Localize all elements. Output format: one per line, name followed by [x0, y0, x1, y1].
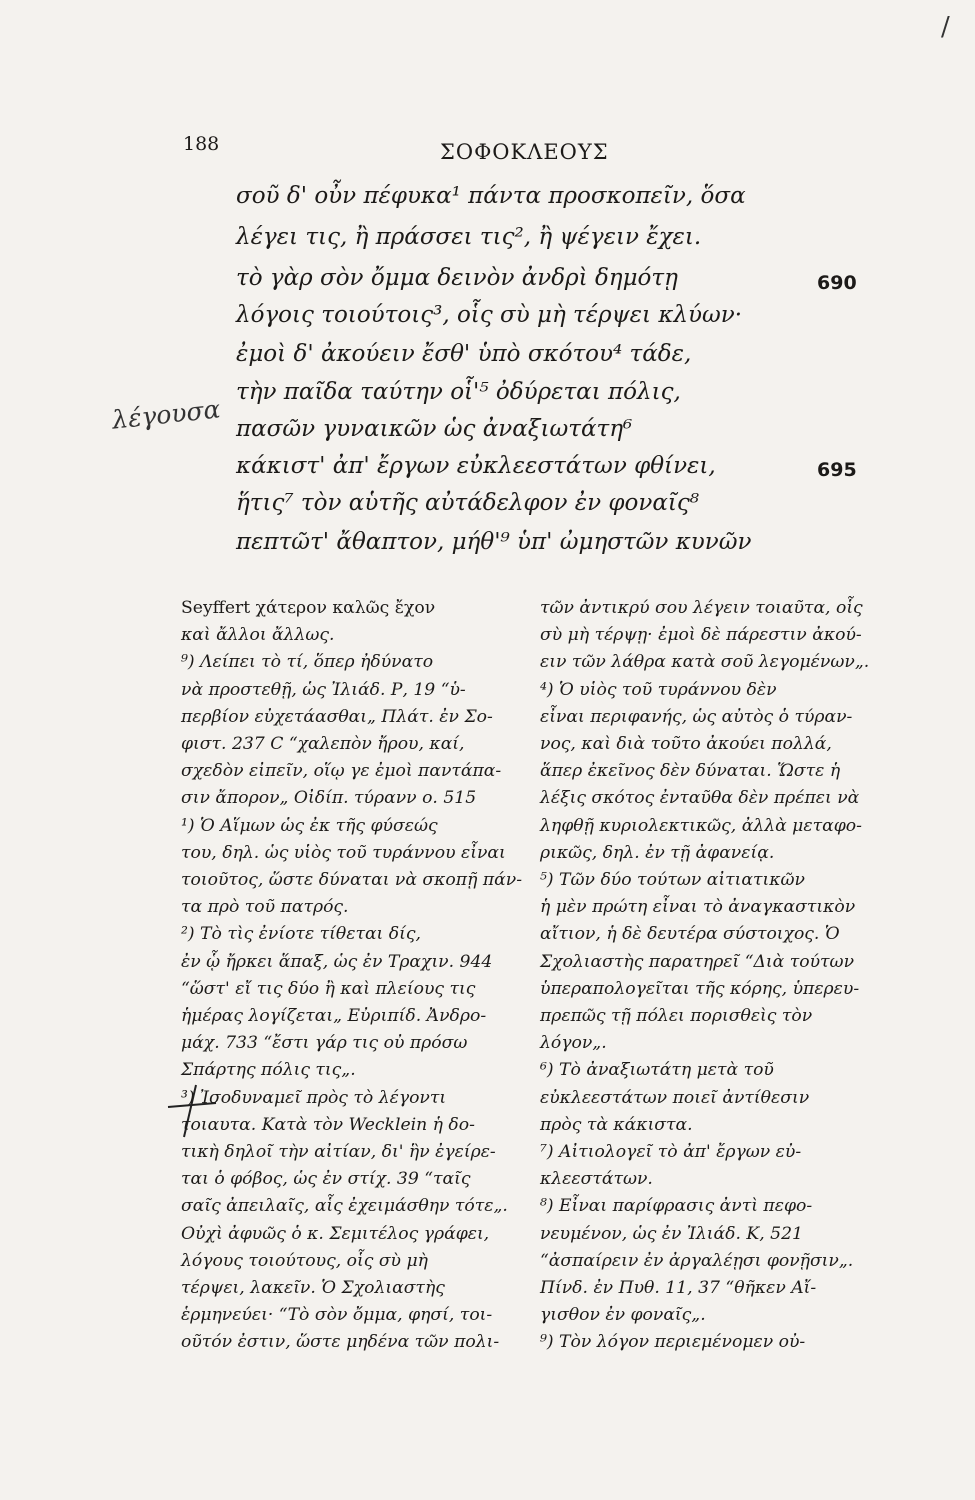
footnote-line: εἶναι περιφανής, ὡς αὐτὸς ὁ τύραν-: [540, 706, 853, 727]
page-number: 188: [183, 133, 220, 155]
footnote-line: μάχ. 733 “ἔστι γάρ τις οὐ πρόσω: [181, 1033, 468, 1054]
footnote-line: Πίνδ. ἐν Πυθ. 11, 37 “θῆκεν Αἴ-: [540, 1278, 817, 1299]
footnote-line: “ὥστ' εἴ τις δύο ἢ καὶ πλείους τις: [181, 978, 476, 999]
footnote-line: πρὸς τὰ κάκιστα.: [540, 1114, 693, 1135]
verse-line: κάκιστ' ἀπ' ἔργων εὐκλεεστάτων φθίνει,: [236, 453, 716, 479]
footnote-line: λέξις σκότος ἐνταῦθα δὲν πρέπει νὰ: [540, 788, 860, 809]
footnote-line: φιστ. 237 C “χαλεπὸν ἤρου, καί,: [181, 734, 465, 755]
verse-line: σοῦ δ' οὖν πέφυκα¹ πάντα προσκοπεῖν, ὅσα: [236, 183, 746, 209]
footnote-line: Seyffert χάτερον καλῶς ἔχον: [181, 598, 436, 618]
footnote-line: τέρψει, λακεῖν. Ὁ Σχολιαστὴς: [181, 1278, 445, 1299]
verse-line: ἐμοὶ δ' ἀκούειν ἔσθ' ὑπὸ σκότου⁴ τάδε,: [236, 341, 692, 367]
footnote-line: του, δηλ. ὡς υἱὸς τοῦ τυράννου εἶναι: [181, 842, 506, 863]
footnote-line: ἡ μὲν πρώτη εἶναι τὸ ἀναγκαστικὸν: [540, 897, 856, 918]
footnote-line: ⁹) Τὸν λόγον περιεμένομεν οὐ-: [540, 1332, 806, 1353]
verse-line: τὸ γὰρ σὸν ὄμμα δεινὸν ἀνδρὶ δημότῃ: [236, 265, 678, 291]
footnote-line: Σχολιαστὴς παρατηρεῖ “Διὰ τούτων: [540, 951, 855, 972]
footnote-line: ⁴) Ὁ υἱὸς τοῦ τυράννου δὲν: [540, 679, 777, 700]
footnote-line: Σπάρτης πόλις τις„.: [181, 1060, 356, 1081]
footnote-line: σχεδὸν εἰπεῖν, οἵῳ γε ἐμοὶ παντάπα-: [181, 761, 502, 782]
footnote-line: τικὴ δηλοῖ τὴν αἰτίαν, δι' ἣν ἐγείρε-: [181, 1142, 496, 1163]
handwritten-margin-note: λέγουσα: [110, 394, 222, 435]
line-number-690: 690: [817, 272, 857, 294]
footnote-line: ⁶) Τὸ ἀναξιωτάτη μετὰ τοῦ: [540, 1060, 774, 1081]
footnote-line: νευμένον, ὡς ἐν Ἰλιάδ. Κ, 521: [540, 1223, 803, 1244]
footnote-line: ⁹) Λείπει τὸ τί, ὅπερ ἠδύνατο: [181, 652, 434, 673]
footnote-line: “ἀσπαίρειν ἐν ἀργαλέῃσι φονῇσιν„.: [540, 1250, 854, 1271]
footnote-line: τοιαυτα. Κατὰ τὸν Wecklein ἡ δο-: [181, 1114, 475, 1135]
footnote-line: ²) Τὸ τὶς ἐνίοτε τίθεται δίς,: [181, 924, 421, 945]
footnote-line: Οὐχὶ ἀφυῶς ὁ κ. Σεμιτέλος γράφει,: [181, 1223, 490, 1244]
footnote-line: ται ὁ φόβος, ὡς ἐν στίχ. 39 “ταῖς: [181, 1169, 471, 1190]
footnote-line: περβίον εὐχετάασθαι„ Πλάτ. ἐν Σο-: [181, 706, 493, 727]
footnote-line: ⁸) Εἶναι παρίφρασις ἀντὶ πεφο-: [540, 1196, 813, 1217]
footnote-line: ὑπεραπολογεῖται τῆς κόρης, ὑπερευ-: [540, 978, 860, 999]
footnote-line: ἑρμηνεύει· “Τὸ σὸν ὄμμα, φησί, τοι-: [181, 1305, 493, 1326]
footnote-line: εὐκλεεστάτων ποιεῖ ἀντίθεσιν: [540, 1087, 810, 1108]
verse-block: [0, 0, 975, 580]
footnotes-left-column: [181, 595, 522, 1357]
corner-pencil-mark: /: [941, 12, 950, 42]
footnote-line: ¹) Ὁ Αἵμων ὡς ἐκ τῆς φύσεώς: [181, 815, 438, 836]
footnote-line: σιν ἄπορον„ Οἰδίπ. τύρανν ο. 515: [181, 788, 477, 809]
verse-line: πασῶν γυναικῶν ὡς ἀναξιωτάτη⁶: [236, 416, 633, 442]
line-number-695: 695: [817, 459, 857, 481]
footnote-line: ἡμέρας λογίζεται„ Εὐριπίδ. Ἀνδρο-: [181, 1006, 487, 1027]
footnote-line: σαῖς ἀπειλαῖς, αἷς ἐχειμάσθην τότε„.: [181, 1196, 508, 1217]
footnote-line: νος, καὶ διὰ τοῦτο ἀκούει πολλά,: [540, 734, 832, 755]
footnote-line: καὶ ἄλλοι ἄλλως.: [181, 625, 335, 646]
footnote-line: τοιοῦτος, ὥστε δύναται νὰ σκοπῇ πάν-: [181, 870, 522, 891]
footnote-line: σὺ μὴ τέρψῃ· ἐμοὶ δὲ πάρεστιν ἀκού-: [540, 625, 862, 646]
footnote-line: ἐν ᾧ ἤρκει ἅπαξ, ὡς ἐν Τραχιν. 944: [181, 951, 493, 972]
running-head: ΣΟΦΟΚΛΕΟΥΣ: [440, 140, 609, 164]
footnote-line: ρικῶς, δηλ. ἐν τῇ ἀφανείᾳ.: [540, 842, 775, 863]
verse-line: λέγει τις, ἢ πράσσει τις², ἢ ψέγειν ἔχει.: [236, 224, 702, 250]
footnote-line: ³) Ἰσοδυναμεῖ πρὸς τὸ λέγοντι: [181, 1087, 447, 1108]
footnote-line: αἴτιον, ἡ δὲ δευτέρα σύστοιχος. Ὁ: [540, 924, 840, 945]
footnote-line: ειν τῶν λάθρα κατὰ σοῦ λεγομένων„.: [540, 652, 870, 673]
verse-line: λόγοις τοιούτοις³, οἷς σὺ μὴ τέρψει κλύων·: [236, 302, 743, 328]
footnote-line: ⁷) Αἰτιολογεῖ τὸ ἀπ' ἔργων εὐ-: [540, 1142, 802, 1163]
footnote-line: λόγον„.: [540, 1033, 607, 1054]
footnote-line: τα πρὸ τοῦ πατρός.: [181, 897, 349, 918]
footnote-line: ⁵) Τῶν δύο τούτων αἰτιατικῶν: [540, 870, 805, 891]
verse-line: ἥτις⁷ τὸν αὑτῆς αὐτάδελφον ἐν φοναῖς⁸: [236, 490, 700, 516]
footnote-line: ληφθῇ κυριολεκτικῶς, ἀλλὰ μεταφο-: [540, 815, 862, 836]
footnote-line: κλεεστάτων.: [540, 1169, 653, 1190]
footnotes-right-column: [540, 595, 870, 1357]
footnote-line: γισθον ἐν φοναῖς„.: [540, 1305, 706, 1326]
footnote-line: πρεπῶς τῇ πόλει πορισθεὶς τὸν: [540, 1006, 813, 1027]
footnote-line: νὰ προστεθῇ, ὡς Ἰλιάδ. Ρ, 19 “ὑ-: [181, 679, 466, 700]
footnote-line: λόγους τοιούτους, οἷς σὺ μὴ: [181, 1250, 428, 1271]
footnote-line: οῦτόν ἐστιν, ὥστε μηδένα τῶν πολι-: [181, 1332, 500, 1353]
verse-line: τὴν παῖδα ταύτην οἷ'⁵ ὀδύρεται πόλις,: [236, 379, 681, 405]
verse-line: πεπτῶτ' ἄθαπτον, μήθ'⁹ ὑπ' ὠμηστῶν κυνῶν: [236, 529, 752, 555]
footnote-line: τῶν ἀντικρύ σου λέγειν τοιαῦτα, οἷς: [540, 598, 863, 618]
footnote-line: ἅπερ ἐκεῖνος δὲν δύναται. Ὥστε ἡ: [540, 761, 841, 782]
